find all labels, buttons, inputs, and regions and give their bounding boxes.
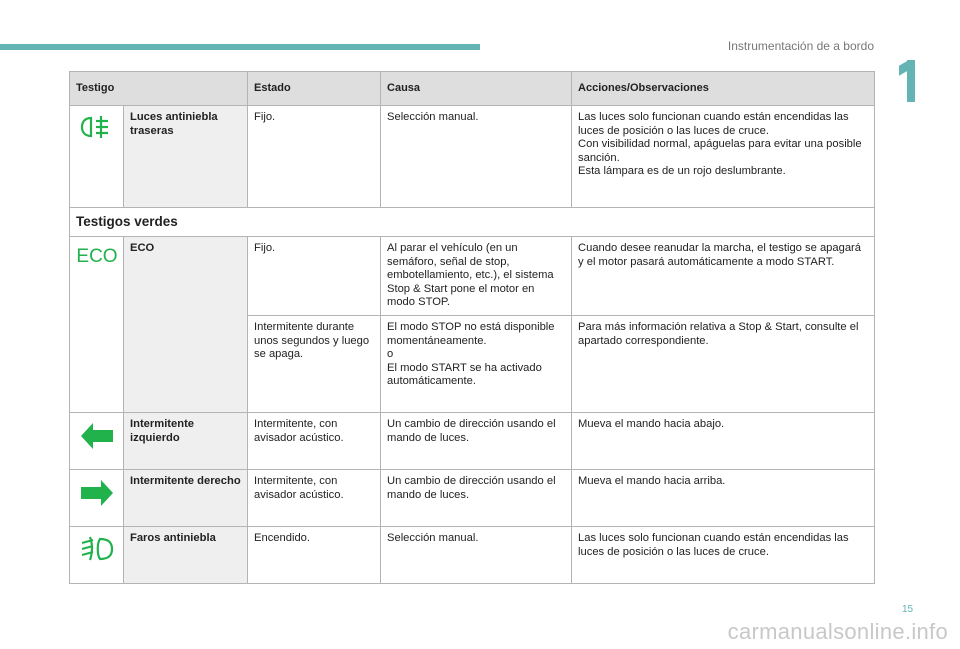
page-number: 15: [902, 604, 914, 615]
right-arrow-icon: [80, 478, 114, 508]
cause-cell: Un cambio de dirección usando el mando de luces.: [381, 470, 572, 527]
column-header: Acciones/Observaciones: [572, 72, 875, 106]
state-cell: Fijo.: [248, 237, 381, 316]
table-row: [70, 527, 875, 584]
actions-cell: Cuando desee reanudar la marcha, el testigo se apagará y el motor pasará automáticamente a modo START.: [572, 237, 875, 316]
actions-cell: Las luces solo funcionan cuando están encendidas las luces de posición o las luces de cruce. Con visibilidad normal, apáguelas para evitar una posible sanción. Esta lámpara es de un rojo deslumbrante.: [572, 106, 875, 208]
warning-light-name: Intermitente derecho: [124, 470, 248, 527]
state-cell: Intermitente, con avisador acústico.: [248, 413, 381, 470]
table-header-row: [70, 72, 875, 106]
table-row: [70, 106, 875, 208]
column-header: Estado: [248, 72, 381, 106]
state-cell: Intermitente, con avisador acústico.: [248, 470, 381, 527]
state-cell: Encendido.: [248, 527, 381, 584]
group-title: Testigos verdes: [70, 208, 875, 237]
state-cell: Fijo.: [248, 106, 381, 208]
state-cell: Intermitente durante unos segundos y luego se apaga.: [248, 316, 381, 413]
warning-light-name: Intermitente izquierdo: [124, 413, 248, 470]
icon-cell: [70, 237, 124, 413]
warning-light-name: ECO: [124, 237, 248, 413]
warning-light-name: Luces antiniebla traseras: [124, 106, 248, 208]
front-fog-light-icon: [80, 535, 114, 563]
cause-cell: Selección manual.: [381, 106, 572, 208]
actions-cell: Mueva el mando hacia arriba.: [572, 470, 875, 527]
cause-cell: El modo STOP no está disponible momentáneamente. o El modo START se ha activado automáticamente.: [381, 316, 572, 413]
cause-cell: Selección manual.: [381, 527, 572, 584]
section-title: Instrumentación de a bordo: [727, 39, 874, 53]
left-arrow-icon: [80, 421, 114, 451]
watermark: carmanualsonline.info: [727, 619, 948, 644]
table-row: [70, 470, 875, 527]
column-header: Causa: [381, 72, 572, 106]
header-accent-bar: [0, 44, 480, 50]
eco-icon-text: ECO: [75, 246, 118, 267]
actions-cell: Mueva el mando hacia abajo.: [572, 413, 875, 470]
table-row: [70, 237, 875, 316]
icon-cell: [70, 470, 124, 527]
actions-cell: Las luces solo funcionan cuando están encendidas las luces de posición o las luces de cruce.: [572, 527, 875, 584]
eco-icon: [74, 245, 120, 267]
warning-light-name: Faros antiniebla: [124, 527, 248, 584]
table-row: [70, 413, 875, 470]
actions-cell: Para más información relativa a Stop & Start, consulte el apartado correspondiente.: [572, 316, 875, 413]
warning-lights-table: [69, 71, 875, 584]
chapter-number: [898, 56, 916, 104]
chapter-number-stem: [907, 60, 915, 102]
cause-cell: Un cambio de dirección usando el mando de luces.: [381, 413, 572, 470]
icon-cell: [70, 527, 124, 584]
icon-cell: [70, 413, 124, 470]
icon-cell: [70, 106, 124, 208]
rear-fog-light-icon: [80, 114, 114, 140]
group-row: [70, 208, 875, 237]
cause-cell: Al parar el vehículo (en un semáforo, señal de stop, embotellamiento, etc.), el sistema Stop & Start pone el motor en modo STOP.: [381, 237, 572, 316]
column-header: Testigo: [70, 72, 248, 106]
